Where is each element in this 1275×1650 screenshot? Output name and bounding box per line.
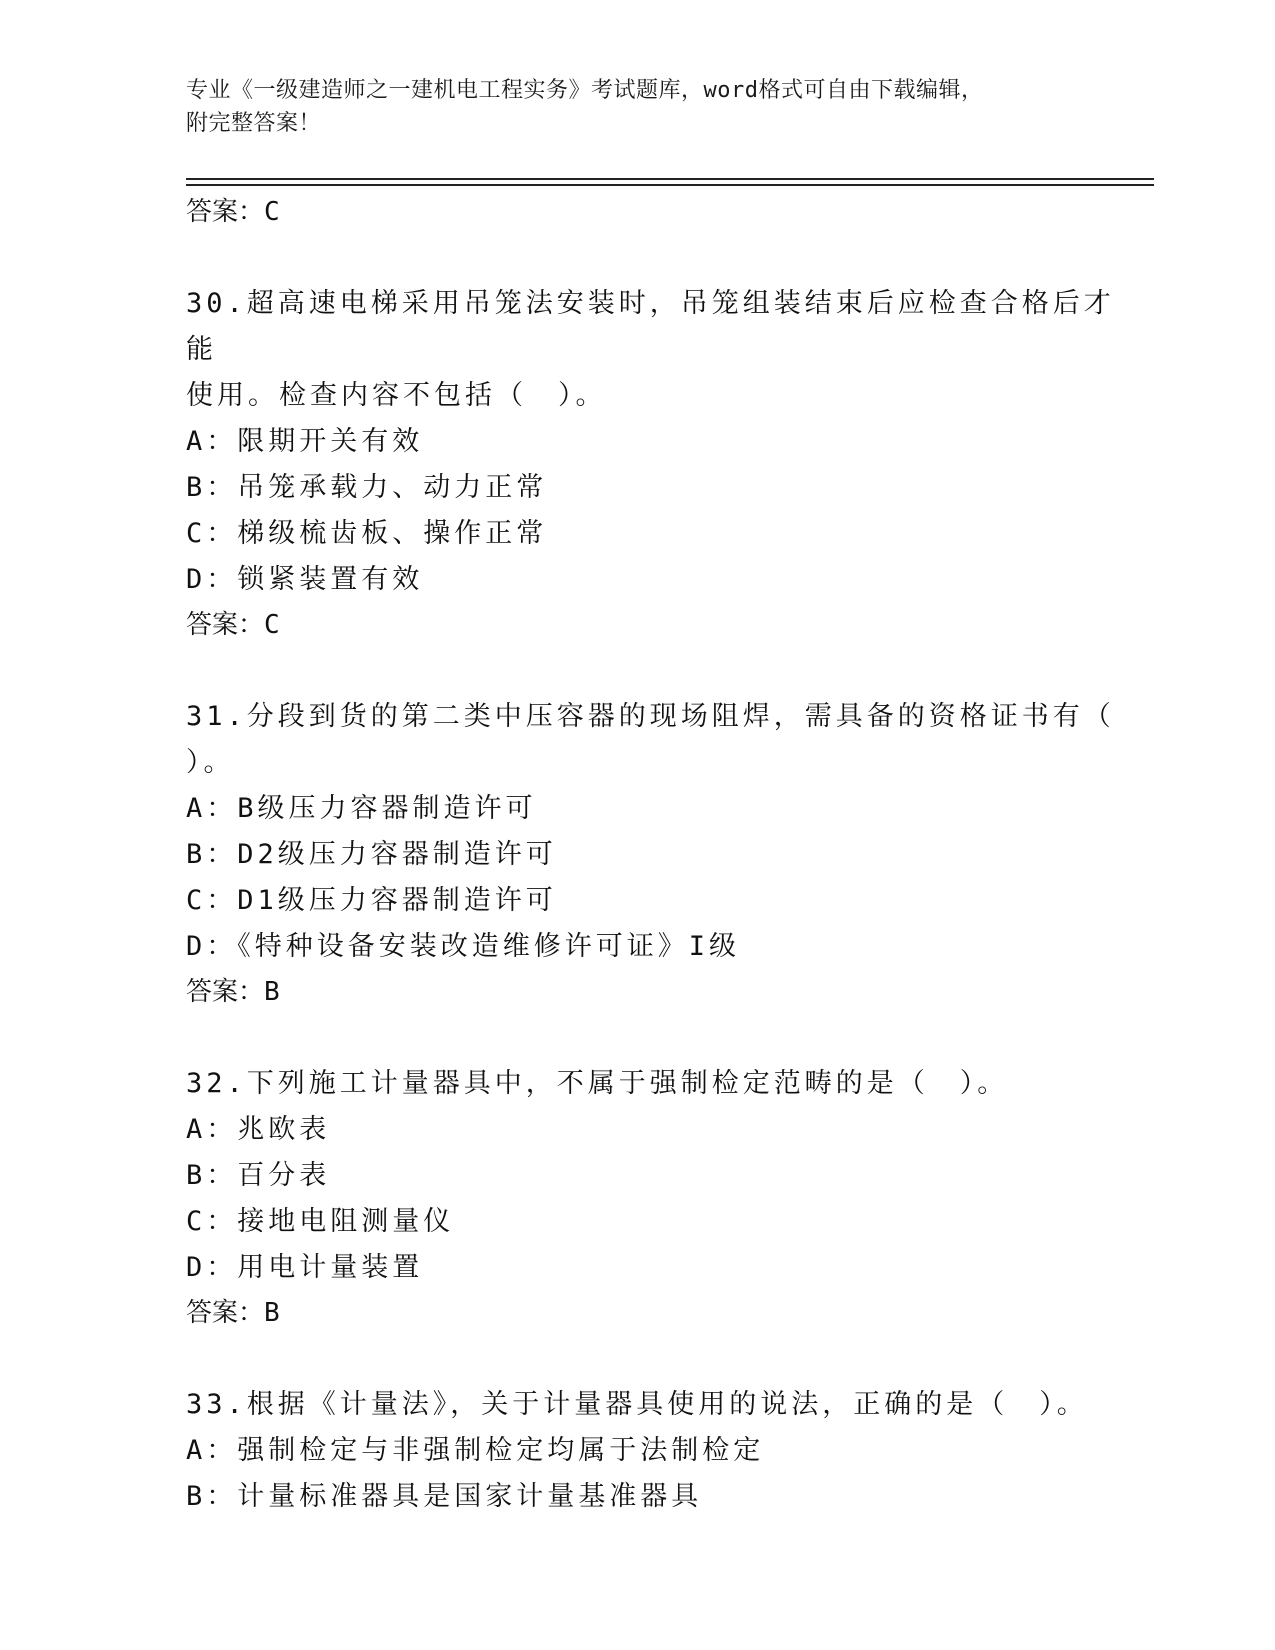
header-divider-bottom	[186, 184, 1154, 186]
question-stem-line: ）。	[186, 747, 235, 778]
answer-line: 答案：B	[186, 977, 280, 1007]
header-line-1: 专业《一级建造师之一建机电工程实务》考试题库，word格式可自由下载编辑，	[186, 78, 984, 103]
option-a: A：B级压力容器制造许可	[186, 793, 537, 824]
question-list	[186, 190, 1126, 1520]
option-c: C：D1级压力容器制造许可	[186, 885, 557, 916]
question-32	[186, 1061, 1126, 1336]
option-b: B：百分表	[186, 1160, 331, 1191]
option-d: D：用电计量装置	[186, 1252, 424, 1283]
question-30	[186, 281, 1126, 648]
option-c: C：接地电阻测量仪	[186, 1206, 455, 1237]
document-header	[186, 74, 1046, 140]
option-a: A：兆欧表	[186, 1114, 331, 1145]
header-line-2: 附完整答案！	[186, 111, 322, 136]
option-d: D：《特种设备安装改造维修许可证》I级	[186, 931, 741, 962]
question-31	[186, 694, 1126, 1015]
answer-line: 答案：C	[186, 610, 280, 640]
answer-line: 答案：C	[186, 197, 280, 227]
option-a: A：强制检定与非强制检定均属于法制检定	[186, 1435, 765, 1466]
option-a: A：限期开关有效	[186, 426, 424, 457]
question-33	[186, 1382, 1126, 1520]
option-b: B：吊笼承载力、动力正常	[186, 472, 548, 503]
answer-line: 答案：B	[186, 1298, 280, 1328]
option-d: D：锁紧装置有效	[186, 564, 424, 595]
question-stem-line: 31.分段到货的第二类中压容器的现场阻焊，需具备的资格证书有（	[186, 701, 1115, 732]
option-c: C：梯级梳齿板、操作正常	[186, 518, 548, 549]
option-b: B：D2级压力容器制造许可	[186, 839, 557, 870]
header-divider-top	[186, 178, 1154, 180]
question-stem-line: 30.超高速电梯采用吊笼法安装时，吊笼组装结束后应检查合格后才能	[186, 288, 1115, 365]
option-b: B：计量标准器具是国家计量基准器具	[186, 1481, 703, 1512]
question-stem-line: 使用。检查内容不包括（ ）。	[186, 380, 607, 411]
question-stem-line: 32.下列施工计量器具中，不属于强制检定范畴的是（ ）。	[186, 1068, 1009, 1099]
question-stem-line: 33.根据《计量法》，关于计量器具使用的说法，正确的是（ ）。	[186, 1389, 1088, 1420]
